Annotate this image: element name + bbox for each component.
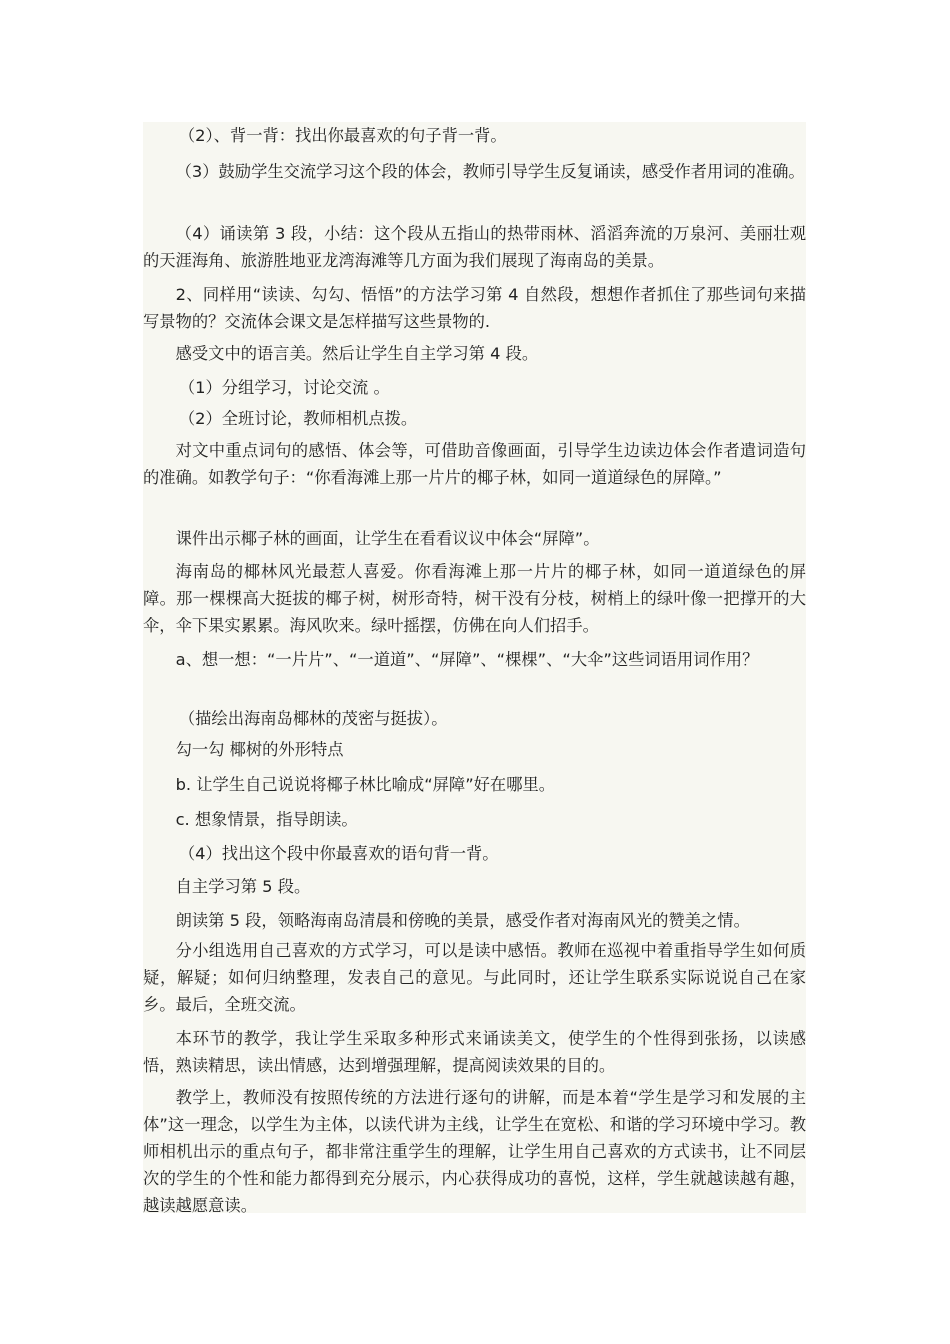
paragraph-16: （4）找出这个段中你最喜欢的语句背一背。 <box>178 844 499 863</box>
paragraph-10: 海南岛的椰林风光最惹人喜爱。你看海滩上那一片片的椰子林，如同一道道绿色的屏障。那一棵棵高大挺拔的椰子树，树形奇特，树干没有分枝，树梢上的绿叶像一把撑开的大伞，伞下果实累累。海风吹来。绿叶摇摆，仿佛在向人们招手。 <box>143 562 806 635</box>
paragraph-14: b. 让学生自己说说将椰子林比喻成“屏障”好在哪里。 <box>175 775 556 794</box>
paragraph-5: 感受文中的语言美。然后让学生自主学习第 4 段。 <box>175 344 539 363</box>
paragraph-4: 2、同样用“读读、勾勾、悟悟”的方法学习第 4 自然段，想想作者抓住了那些词句来描写景物的？交流体会课文是怎样描写这些景物的. <box>143 285 806 331</box>
paragraph-9: 课件出示椰子林的画面，让学生在看看议议中体会“屏障”。 <box>175 529 600 548</box>
paragraph-20: 本环节的教学，我让学生采取多种形式来诵读美文，使学生的个性得到张扬，以读感悟，熟读精思，读出情感，达到增强理解，提高阅读效果的目的。 <box>143 1029 806 1075</box>
paragraph-18: 朗读第 5 段，领略海南岛清晨和傍晚的美景，感受作者对海南风光的赞美之情。 <box>175 911 750 930</box>
paragraph-19: 分小组选用自己喜欢的方式学习，可以是读中感悟。教师在巡视中着重指导学生如何质疑，解疑；如何归纳整理，发表自己的意见。与此同时，还让学生联系实际说说自己在家乡。最后，全班交流。 <box>143 941 806 1014</box>
paragraph-21: 教学上，教师没有按照传统的方法进行逐句的讲解，而是本着“学生是学习和发展的主体”这一理念，以学生为主体，以读代讲为主线，让学生在宽松、和谐的学习环境中学习。教师相机出示的重点句子，都非常注重学生的理解，让学生用自己喜欢的方式读书，让不同层次的学生的个性和能力都得到充分展示，内心获得成功的喜悦，这样，学生就越读越有趣，越读越愿意读。 <box>143 1088 806 1215</box>
document-text-block <box>143 122 806 1213</box>
paragraph-11: a、想一想：“一片片”、“一道道”、“屏障”、“棵棵”、“大伞”这些词语用词作用？ <box>175 650 759 669</box>
paragraph-6: （1）分组学习，讨论交流 。 <box>178 378 390 397</box>
paragraph-3: （4）诵读第 3 段，小结：这个段从五指山的热带雨林、滔滔奔流的万泉河、美丽壮观的天涯海角、旅游胜地亚龙湾海滩等几方面为我们展现了海南岛的美景。 <box>143 224 806 270</box>
paragraph-7: （2）全班讨论，教师相机点拨。 <box>178 409 418 428</box>
paragraph-12: （描绘出海南岛椰林的茂密与挺拔）。 <box>178 709 448 728</box>
paragraph-2: （3）鼓励学生交流学习这个段的体会，教师引导学生反复诵读，感受作者用词的准确。 <box>175 162 805 181</box>
paragraph-1: （2）、背一背：找出你最喜欢的句子背一背。 <box>178 126 507 145</box>
paragraph-15: c. 想象情景，指导朗读。 <box>175 810 358 829</box>
paragraph-13: 勾一勾 椰树的外形特点 <box>175 740 344 759</box>
paragraph-17: 自主学习第 5 段。 <box>175 877 311 896</box>
paragraph-8: 对文中重点词句的感悟、体会等，可借助音像画面，引导学生边读边体会作者遣词造句的准确。如教学句子：“你看海滩上那一片片的椰子林，如同一道道绿色的屏障。” <box>143 441 806 487</box>
